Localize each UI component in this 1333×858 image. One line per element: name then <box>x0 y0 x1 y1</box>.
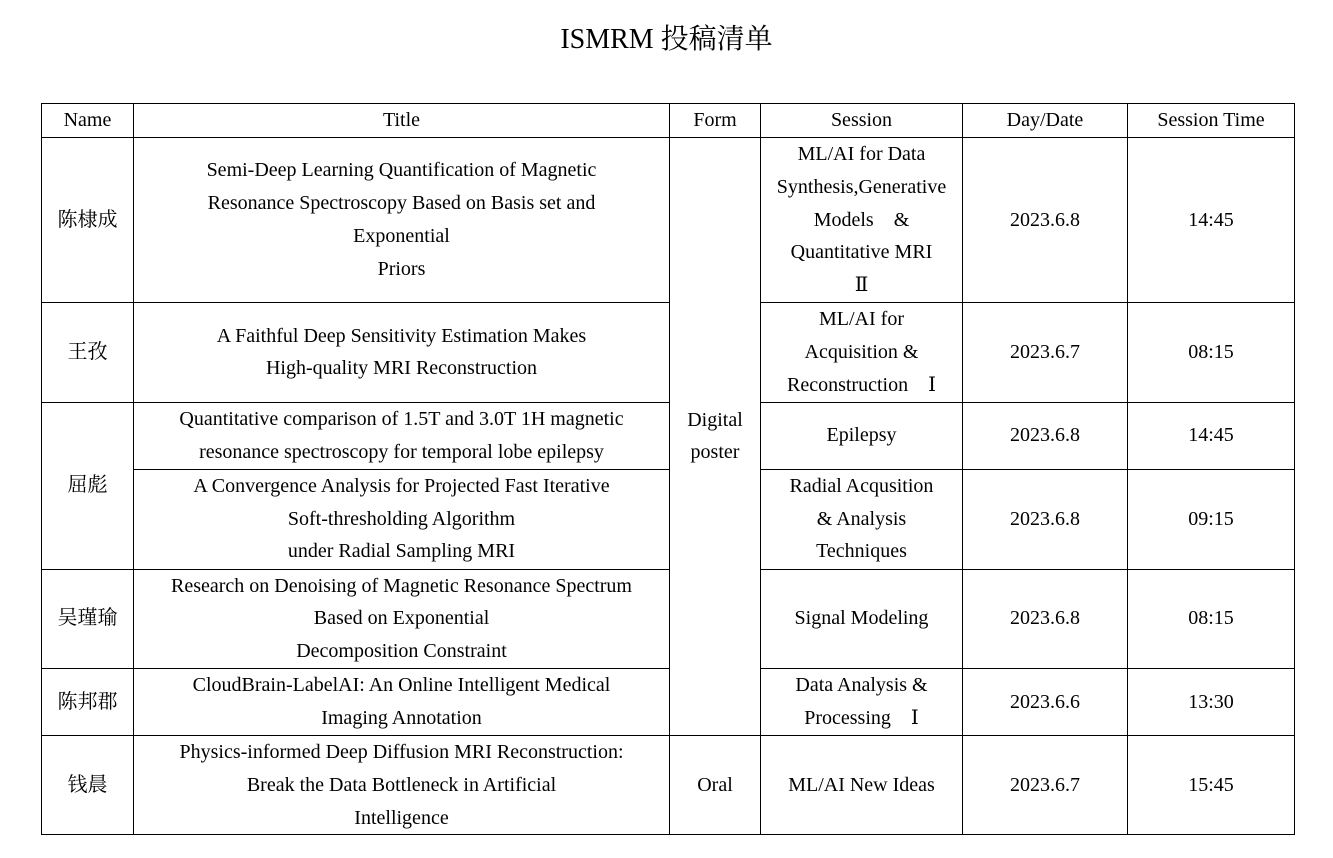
submission-table <box>41 103 1295 835</box>
author-name: 吴瑾瑜 <box>42 569 134 668</box>
table-row <box>42 302 1295 402</box>
session-name: ML/AI for Data Synthesis,Generative Models & Quantitative MRI Ⅱ <box>761 138 963 303</box>
header-form: Form <box>670 104 761 138</box>
author-name: 钱晨 <box>42 735 134 834</box>
table-row <box>42 469 1295 569</box>
header-session-time: Session Time <box>1128 104 1295 138</box>
paper-title: Research on Denoising of Magnetic Resonance Spectrum Based on Exponential Decomposition Constraint <box>134 569 670 668</box>
session-time: 13:30 <box>1128 668 1295 735</box>
session-name: Radial Acqusition & Analysis Techniques <box>761 469 963 569</box>
header-title: Title <box>134 104 670 138</box>
document-title: ISMRM 投稿清单 <box>560 24 773 55</box>
session-name: Data Analysis & Processing Ⅰ <box>761 668 963 735</box>
session-name: Epilepsy <box>761 402 963 469</box>
table-header-row <box>42 104 1295 138</box>
author-name: 屈彪 <box>42 402 134 569</box>
header-session: Session <box>761 104 963 138</box>
table-row <box>42 402 1295 469</box>
session-time: 08:15 <box>1128 302 1295 402</box>
session-name: ML/AI New Ideas <box>761 735 963 834</box>
session-time: 09:15 <box>1128 469 1295 569</box>
session-time: 14:45 <box>1128 138 1295 303</box>
session-date: 2023.6.7 <box>963 735 1128 834</box>
table-row <box>42 668 1295 735</box>
session-date: 2023.6.8 <box>963 569 1128 668</box>
paper-title: A Faithful Deep Sensitivity Estimation Makes High-quality MRI Reconstruction <box>134 302 670 402</box>
paper-title: Quantitative comparison of 1.5T and 3.0T 1H magnetic resonance spectroscopy for temporal lobe epilepsy <box>134 402 670 469</box>
session-date: 2023.6.8 <box>963 469 1128 569</box>
session-name: ML/AI for Acquisition & Reconstruction Ⅰ <box>761 302 963 402</box>
form-digital-poster: Digital poster <box>670 138 761 736</box>
header-name: Name <box>42 104 134 138</box>
paper-title: Semi-Deep Learning Quantification of Magnetic Resonance Spectroscopy Based on Basis set and Exponential Priors <box>134 138 670 303</box>
author-name: 陈棣成 <box>42 138 134 303</box>
author-name: 陈邦郡 <box>42 668 134 735</box>
session-name: Signal Modeling <box>761 569 963 668</box>
session-date: 2023.6.7 <box>963 302 1128 402</box>
session-time: 14:45 <box>1128 402 1295 469</box>
session-time: 15:45 <box>1128 735 1295 834</box>
table-row <box>42 138 1295 303</box>
session-date: 2023.6.8 <box>963 138 1128 303</box>
table-row <box>42 569 1295 668</box>
header-date: Day/Date <box>963 104 1128 138</box>
paper-title: A Convergence Analysis for Projected Fast Iterative Soft-thresholding Algorithm under Radial Sampling MRI <box>134 469 670 569</box>
session-date: 2023.6.8 <box>963 402 1128 469</box>
paper-title: Physics-informed Deep Diffusion MRI Reconstruction: Break the Data Bottleneck in Artificial Intelligence <box>134 735 670 834</box>
session-date: 2023.6.6 <box>963 668 1128 735</box>
form-oral: Oral <box>670 735 761 834</box>
table-row <box>42 735 1295 834</box>
session-time: 08:15 <box>1128 569 1295 668</box>
paper-title: CloudBrain-LabelAI: An Online Intelligent Medical Imaging Annotation <box>134 668 670 735</box>
author-name: 王孜 <box>42 302 134 402</box>
